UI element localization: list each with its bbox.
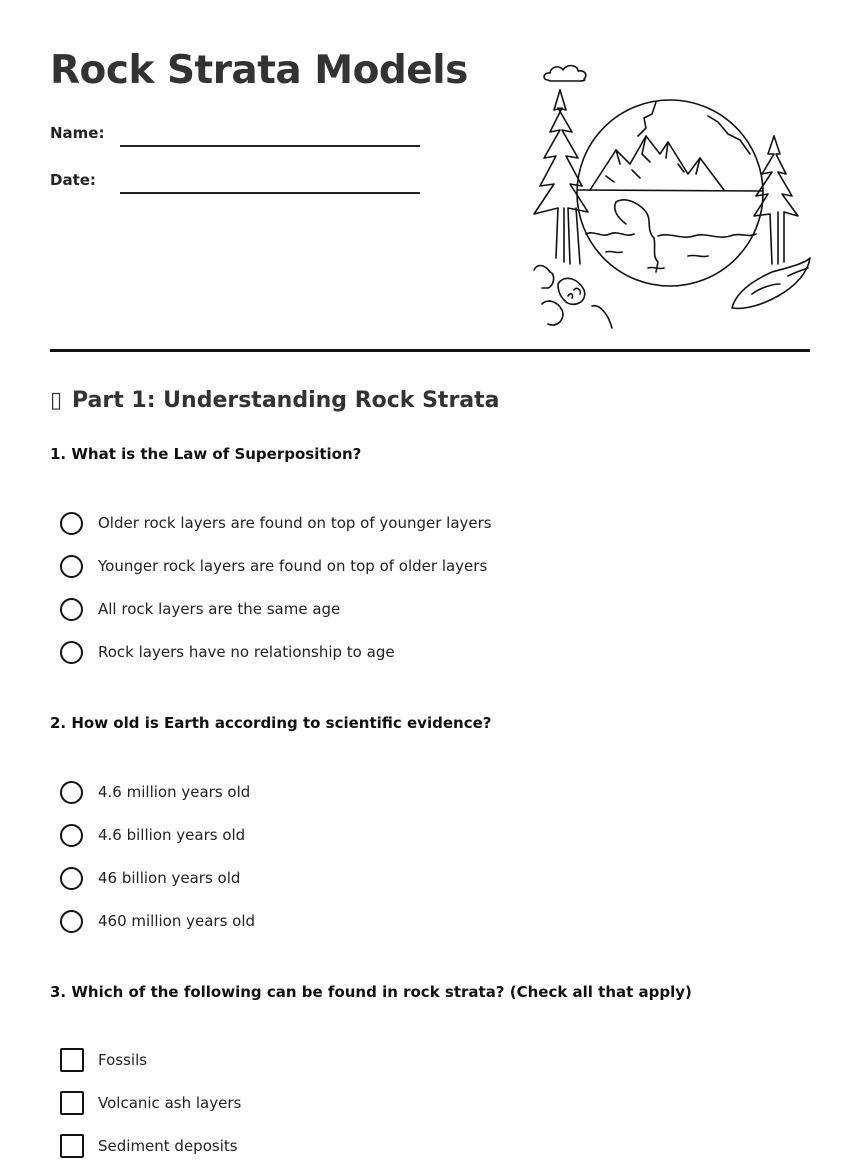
cloud-icon — [544, 66, 586, 81]
rocks-icon — [732, 258, 810, 308]
pine-tree-icon — [534, 90, 588, 264]
q1-option-2[interactable] — [60, 553, 487, 579]
globe-icon — [577, 100, 763, 286]
checkbox[interactable] — [60, 1048, 84, 1072]
radio-button[interactable] — [60, 512, 83, 535]
q1-option-4[interactable] — [60, 639, 395, 665]
q2-option-1[interactable] — [60, 779, 250, 805]
radio-button[interactable] — [60, 781, 83, 804]
checkbox[interactable] — [60, 1091, 84, 1115]
option-label: Sediment deposits — [98, 1137, 238, 1155]
question-3: 3. Which of the following can be found in rock strata? (Check all that apply) — [50, 983, 692, 1001]
part1-heading-text: Part 1: Understanding Rock Strata — [72, 388, 500, 413]
header-divider — [50, 349, 810, 352]
page-title: Rock Strata Models — [50, 48, 468, 93]
name-input[interactable] — [120, 118, 420, 147]
date-field-row — [50, 165, 420, 195]
question-1: 1. What is the Law of Superposition? — [50, 445, 362, 463]
rocks-icon — [534, 266, 612, 328]
q3-option-2[interactable] — [60, 1090, 241, 1116]
date-input[interactable] — [120, 165, 420, 194]
earth-mountains-trees-illustration — [528, 58, 812, 332]
option-label: All rock layers are the same age — [98, 600, 341, 618]
radio-button[interactable] — [60, 910, 83, 933]
q1-option-1[interactable] — [60, 510, 492, 536]
name-field-row — [50, 118, 420, 148]
radio-button[interactable] — [60, 555, 83, 578]
pine-tree-icon — [754, 136, 798, 264]
question-2: 2. How old is Earth according to scientific evidence? — [50, 714, 492, 732]
option-label: Younger rock layers are found on top of older layers — [98, 557, 488, 575]
option-label: Fossils — [98, 1051, 148, 1069]
option-label: 4.6 billion years old — [98, 826, 246, 844]
q3-option-3[interactable] — [60, 1133, 238, 1159]
q1-option-3[interactable] — [60, 596, 340, 622]
checkbox[interactable] — [60, 1134, 84, 1158]
q2-option-2[interactable] — [60, 822, 245, 848]
radio-button[interactable] — [60, 598, 83, 621]
option-label: 4.6 million years old — [98, 783, 251, 801]
radio-button[interactable] — [60, 641, 83, 664]
radio-button[interactable] — [60, 867, 83, 890]
option-label: Volcanic ash layers — [98, 1094, 242, 1112]
option-label: 46 billion years old — [98, 869, 241, 887]
option-label: Older rock layers are found on top of younger layers — [98, 514, 492, 532]
part1-heading — [50, 388, 500, 413]
q3-option-1[interactable] — [60, 1047, 147, 1073]
radio-button[interactable] — [60, 824, 83, 847]
name-label: Name: — [50, 124, 105, 142]
missing-glyph-icon: ▯ — [50, 388, 63, 413]
q2-option-4[interactable] — [60, 908, 255, 934]
option-label: Rock layers have no relationship to age — [98, 643, 395, 661]
q2-option-3[interactable] — [60, 865, 240, 891]
option-label: 460 million years old — [98, 912, 256, 930]
date-label: Date: — [50, 171, 96, 189]
